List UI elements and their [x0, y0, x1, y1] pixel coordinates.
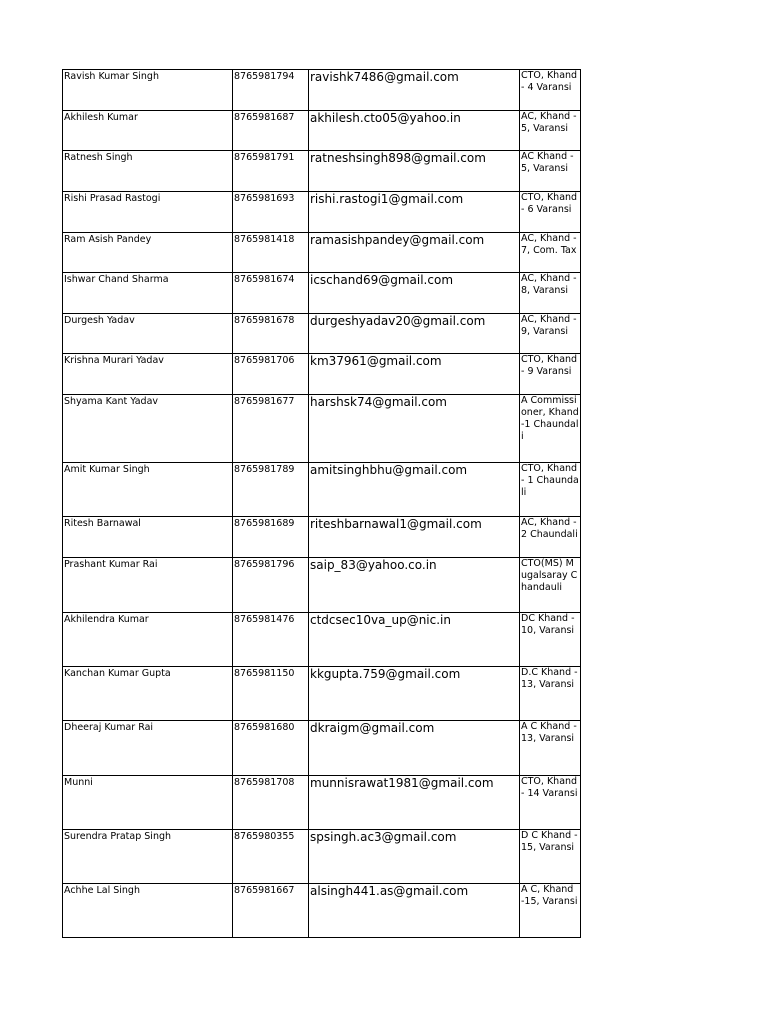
name-cell — [63, 463, 233, 517]
table-row — [63, 70, 581, 111]
office-cell — [520, 354, 581, 395]
name-cell — [63, 273, 233, 314]
email-cell — [309, 70, 520, 111]
email-address: amitsinghbhu@gmail.com — [310, 463, 468, 477]
name-cell — [63, 314, 233, 354]
contact-name: Akhilendra Kumar — [64, 614, 149, 625]
name-cell — [63, 884, 233, 938]
email-cell — [309, 151, 520, 192]
name-cell — [63, 395, 233, 463]
name-cell — [63, 111, 233, 151]
table-row — [63, 613, 581, 667]
email-cell — [309, 613, 520, 667]
office-designation: AC, Khand -8, Varansi — [521, 273, 577, 297]
table-row — [63, 314, 581, 354]
phone-number: 8765981678 — [234, 315, 295, 326]
email-address: rishi.rastogi1@gmail.com — [310, 192, 464, 206]
office-cell — [520, 463, 581, 517]
contact-name: Prashant Kumar Rai — [64, 559, 158, 570]
office-designation: AC, Khand -7, Com. Tax — [521, 233, 577, 257]
phone-cell — [233, 395, 309, 463]
email-address: spsingh.ac3@gmail.com — [310, 830, 457, 844]
office-cell — [520, 667, 581, 721]
name-cell — [63, 558, 233, 613]
email-address: kkgupta.759@gmail.com — [310, 667, 461, 681]
table-row — [63, 830, 581, 884]
phone-number: 8765981418 — [234, 234, 295, 245]
contact-name: Akhilesh Kumar — [64, 112, 138, 123]
email-cell — [309, 192, 520, 233]
contact-name: Ritesh Barnawal — [64, 518, 141, 529]
phone-number: 8765981674 — [234, 274, 295, 285]
table-row — [63, 463, 581, 517]
table-row — [63, 776, 581, 830]
contact-name: Durgesh Yadav — [64, 315, 135, 326]
contact-name: Ratnesh Singh — [64, 152, 133, 163]
office-designation: D.C Khand - 13, Varansi — [521, 667, 578, 691]
table-row — [63, 354, 581, 395]
email-address: ramasishpandey@gmail.com — [310, 233, 485, 247]
contact-name: Krishna Murari Yadav — [64, 355, 164, 366]
name-cell — [63, 233, 233, 273]
office-designation: AC Khand - 5, Varansi — [521, 151, 574, 175]
office-designation: CTO, Khand - 14 Varansi — [521, 776, 578, 800]
phone-cell — [233, 463, 309, 517]
office-designation: CTO, Khand - 1 Chaundali — [521, 463, 579, 499]
email-address: ravishk7486@gmail.com — [310, 70, 459, 84]
table-row — [63, 111, 581, 151]
name-cell — [63, 613, 233, 667]
office-cell — [520, 558, 581, 613]
contact-name: Ravish Kumar Singh — [64, 71, 159, 82]
phone-cell — [233, 151, 309, 192]
office-cell — [520, 233, 581, 273]
email-address: harshsk74@gmail.com — [310, 395, 447, 409]
phone-number: 8765981706 — [234, 355, 295, 366]
phone-number: 8765980355 — [234, 831, 295, 842]
office-cell — [520, 151, 581, 192]
email-cell — [309, 111, 520, 151]
phone-number: 8765981789 — [234, 464, 295, 475]
contact-name: Kanchan Kumar Gupta — [64, 668, 171, 679]
office-cell — [520, 884, 581, 938]
email-address: ratneshsingh898@gmail.com — [310, 151, 486, 165]
contact-name: Shyama Kant Yadav — [64, 396, 159, 407]
phone-cell — [233, 667, 309, 721]
table-row — [63, 721, 581, 776]
name-cell — [63, 70, 233, 111]
office-designation: A C, Khand -15, Varansi — [521, 884, 578, 908]
contact-name: Munni — [64, 777, 93, 788]
phone-number: 8765981791 — [234, 152, 295, 163]
email-cell — [309, 830, 520, 884]
phone-cell — [233, 558, 309, 613]
phone-cell — [233, 721, 309, 776]
office-cell — [520, 613, 581, 667]
email-address: munnisrawat1981@gmail.com — [310, 776, 494, 790]
office-designation: CTO, Khand - 6 Varansi — [521, 192, 578, 216]
phone-number: 8765981150 — [234, 668, 295, 679]
name-cell — [63, 151, 233, 192]
name-cell — [63, 830, 233, 884]
email-cell — [309, 314, 520, 354]
phone-cell — [233, 613, 309, 667]
email-cell — [309, 776, 520, 830]
email-address: durgeshyadav20@gmail.com — [310, 314, 486, 328]
email-address: saip_83@yahoo.co.in — [310, 558, 437, 572]
table-row — [63, 884, 581, 938]
email-cell — [309, 517, 520, 558]
phone-number: 8765981796 — [234, 559, 295, 570]
office-designation: CTO(MS) Mugalsaray Chandauli — [521, 558, 578, 594]
table-row — [63, 233, 581, 273]
email-address: riteshbarnawal1@gmail.com — [310, 517, 482, 531]
email-cell — [309, 884, 520, 938]
office-cell — [520, 70, 581, 111]
phone-cell — [233, 830, 309, 884]
table-row — [63, 273, 581, 314]
office-cell — [520, 721, 581, 776]
email-address: akhilesh.cto05@yahoo.in — [310, 111, 461, 125]
name-cell — [63, 721, 233, 776]
email-cell — [309, 667, 520, 721]
contacts-table-body — [63, 70, 581, 938]
table-row — [63, 517, 581, 558]
phone-number: 8765981667 — [234, 885, 295, 896]
phone-cell — [233, 192, 309, 233]
table-row — [63, 558, 581, 613]
contact-name: Amit Kumar Singh — [64, 464, 150, 475]
table-row — [63, 395, 581, 463]
phone-cell — [233, 233, 309, 273]
office-cell — [520, 830, 581, 884]
email-cell — [309, 395, 520, 463]
email-address: alsingh441.as@gmail.com — [310, 884, 469, 898]
office-cell — [520, 192, 581, 233]
office-designation: CTO, Khand - 9 Varansi — [521, 354, 578, 378]
name-cell — [63, 776, 233, 830]
phone-cell — [233, 884, 309, 938]
phone-number: 8765981689 — [234, 518, 295, 529]
email-cell — [309, 721, 520, 776]
office-cell — [520, 776, 581, 830]
contact-name: Surendra Pratap Singh — [64, 831, 172, 842]
phone-number: 8765981677 — [234, 396, 295, 407]
office-designation: A Commissioner, Khand -1 Chaundali — [521, 395, 579, 443]
phone-number: 8765981708 — [234, 777, 295, 788]
phone-cell — [233, 517, 309, 558]
email-cell — [309, 233, 520, 273]
office-designation: D C Khand - 15, Varansi — [521, 830, 578, 854]
email-address: icschand69@gmail.com — [310, 273, 454, 287]
email-cell — [309, 463, 520, 517]
office-designation: AC, Khand -9, Varansi — [521, 314, 577, 338]
phone-number: 8765981693 — [234, 193, 295, 204]
office-designation: DC Khand - 10, Varansi — [521, 613, 575, 637]
name-cell — [63, 192, 233, 233]
email-cell — [309, 354, 520, 395]
table-row — [63, 192, 581, 233]
contacts-table — [62, 69, 581, 938]
office-designation: CTO, Khand - 4 Varansi — [521, 70, 578, 94]
phone-cell — [233, 776, 309, 830]
office-cell — [520, 111, 581, 151]
office-cell — [520, 395, 581, 463]
phone-number: 8765981476 — [234, 614, 295, 625]
phone-number: 8765981687 — [234, 112, 295, 123]
office-designation: AC, Khand -5, Varansi — [521, 111, 577, 135]
phone-number: 8765981794 — [234, 71, 295, 82]
contact-name: Achhe Lal Singh — [64, 885, 140, 896]
phone-cell — [233, 273, 309, 314]
name-cell — [63, 517, 233, 558]
table-row — [63, 151, 581, 192]
name-cell — [63, 667, 233, 721]
contact-name: Rishi Prasad Rastogi — [64, 193, 161, 204]
phone-cell — [233, 314, 309, 354]
email-address: km37961@gmail.com — [310, 354, 442, 368]
table-row — [63, 667, 581, 721]
contact-name: Dheeraj Kumar Rai — [64, 722, 154, 733]
office-cell — [520, 314, 581, 354]
contact-name: Ram Asish Pandey — [64, 234, 152, 245]
name-cell — [63, 354, 233, 395]
office-cell — [520, 273, 581, 314]
phone-cell — [233, 111, 309, 151]
email-address: ctdcsec10va_up@nic.in — [310, 613, 451, 627]
office-designation: AC, Khand -2 Chaundali — [521, 517, 578, 541]
email-address: dkraigm@gmail.com — [310, 721, 435, 735]
phone-cell — [233, 70, 309, 111]
email-cell — [309, 558, 520, 613]
phone-cell — [233, 354, 309, 395]
phone-number: 8765981680 — [234, 722, 295, 733]
office-cell — [520, 517, 581, 558]
email-cell — [309, 273, 520, 314]
office-designation: A C Khand -13, Varansi — [521, 721, 577, 745]
contact-name: Ishwar Chand Sharma — [64, 274, 169, 285]
